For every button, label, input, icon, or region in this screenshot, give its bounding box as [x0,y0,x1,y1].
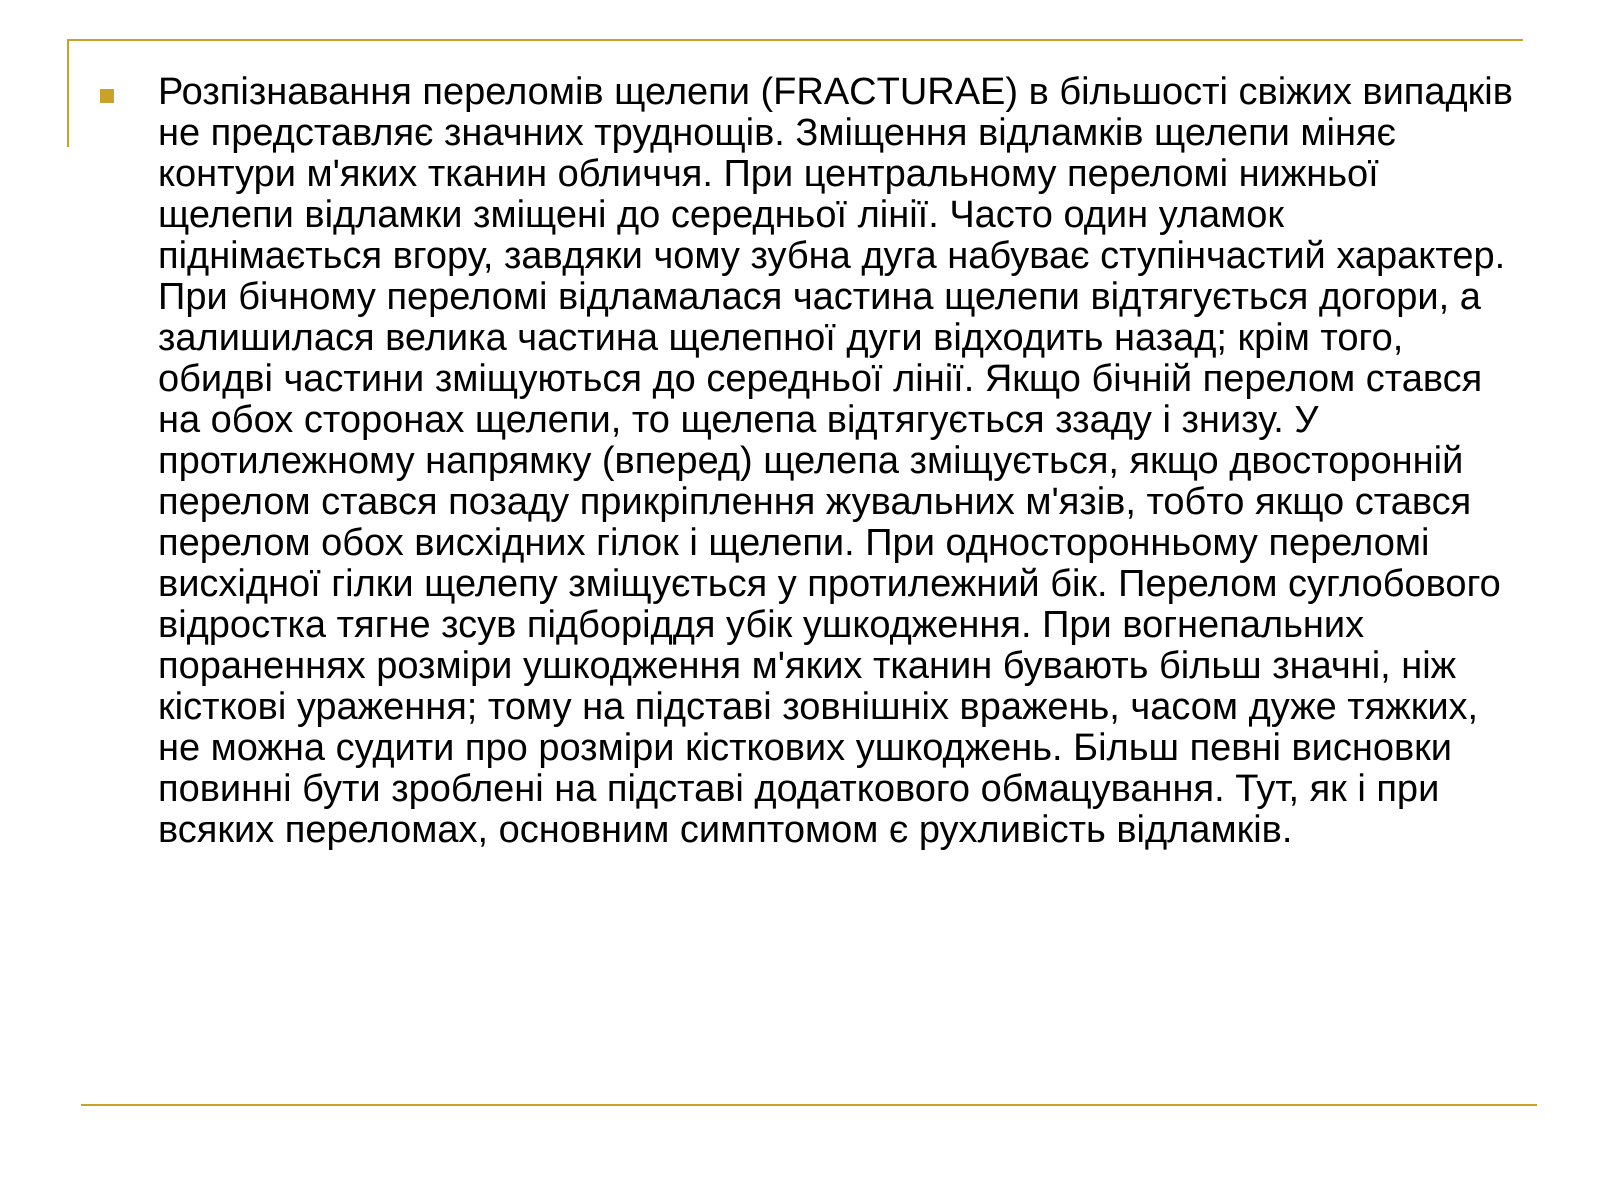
frame-top-line [67,39,1523,41]
bullet-item [0,72,1600,1072]
frame-bottom-line [81,1104,1537,1106]
square-bullet-icon [100,89,114,103]
bullet-text: Розпізнавання переломів щелепи (FRACTURAE) в більшості свіжих випадків не представляє значних труднощів. Зміщення відламків щелепи міняє контури м'яких тканин обличчя. При центральному переломі нижньої щелепи відламки зміщені до середньої лінії. Часто один уламок піднімається вгору, завдяки чому зубна дуга набуває ступінчастий характер. При бічному переломі відламалася частина щелепи відтягується догори, а залишилася велика частина щелепної дуги відходить назад; крім того, обидві частини зміщуються до середньої лінії. Якщо бічній перелом стався на обох сторонах щелепи, то щелепа відтягується ззаду і знизу. У протилежному напрямку (вперед) щелепа зміщується, якщо двосторонній перелом стався позаду прикріплення жувальних м'язів, тобто якщо стався перелом обох висхідних гілок і щелепи. При односторонньому переломі висхідної гілки щелепу зміщується у протилежний бік. Перелом суглобового відростка тягне зсув підборіддя убік ушкодження. При вогнепальних пораненнях розміри ушкодження м'яких тканин бувають більш значні, ніж кісткові ураження; тому на підставі зовнішніх вражень, часом дуже тяжких, не можна судити про розміри кісткових ушкоджень. Більш певні висновки повинні бути зроблені на підставі додаткового обмацування. Тут, як і при всяких переломах, основним симптомом є рухливість відламків. [158,71,1513,851]
